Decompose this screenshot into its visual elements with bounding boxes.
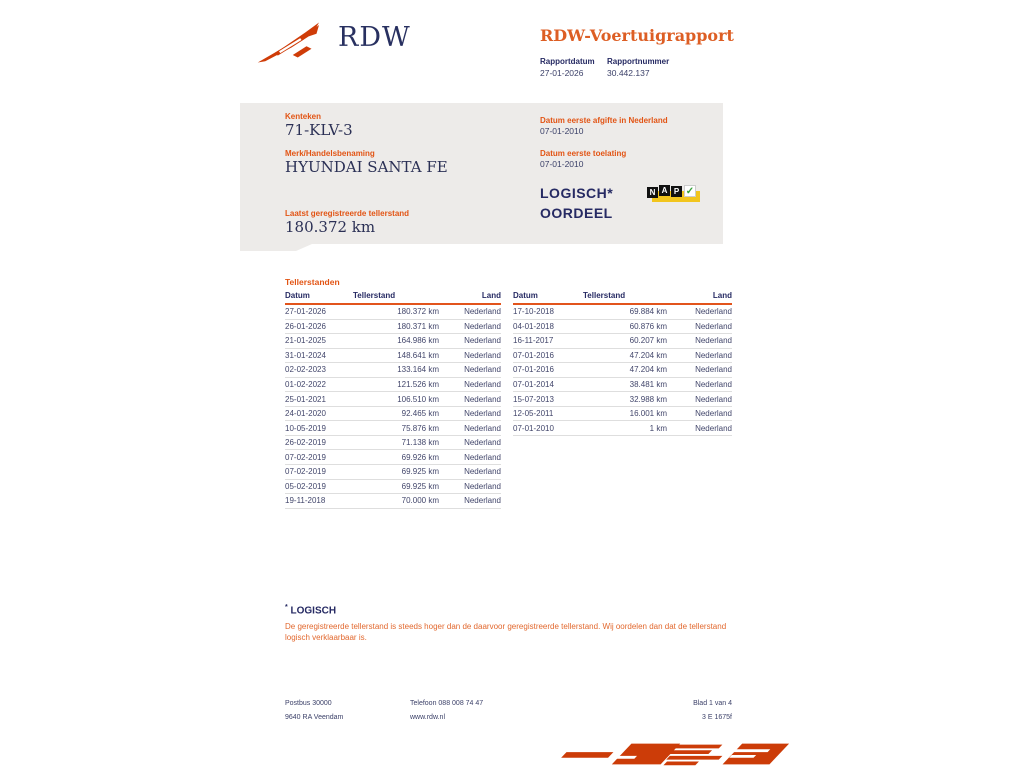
table-row [513, 378, 732, 393]
table-row [285, 305, 501, 320]
report-date-label: Rapportdatum [540, 57, 595, 66]
footer-form-code: 3 E 1675f [702, 714, 732, 721]
odometer-cell: 69.925 km [401, 467, 439, 477]
odometer-cell: 75.876 km [401, 423, 439, 433]
odometer-cell: 69.926 km [401, 452, 439, 462]
table-row [285, 494, 501, 509]
table-row [285, 421, 501, 436]
table-row [285, 363, 501, 378]
country-cell: Nederland [695, 394, 732, 404]
afgifte-value: 07-01-2010 [540, 126, 584, 136]
table-row [513, 407, 732, 422]
nap-check-icon: ✓ [685, 186, 695, 197]
table-body [285, 305, 501, 509]
table-row [513, 305, 732, 320]
date-cell: 26-01-2026 [285, 321, 326, 331]
oordeel-text [540, 183, 613, 223]
date-cell: 24-01-2020 [285, 409, 326, 419]
date-cell: 16-11-2017 [513, 336, 554, 346]
table-header [513, 291, 732, 305]
date-cell: 07-02-2019 [285, 467, 326, 477]
date-cell: 07-02-2019 [285, 452, 326, 462]
odometer-cell: 16.001 km [629, 409, 667, 419]
country-cell: Nederland [464, 452, 501, 462]
country-cell: Nederland [464, 481, 501, 491]
country-cell: Nederland [464, 307, 501, 317]
tellerstand-value: 180.372 km [285, 218, 376, 236]
odometer-cell: 133.164 km [397, 365, 439, 375]
footer-postbus: Postbus 30000 [285, 700, 332, 707]
toelating-label: Datum eerste toelating [540, 149, 627, 158]
note-heading-text: LOGISCH [290, 605, 337, 617]
country-cell: Nederland [695, 423, 732, 433]
date-cell: 17-10-2018 [513, 307, 554, 317]
country-cell: Nederland [695, 307, 732, 317]
footer-contact [410, 697, 483, 725]
report-date-value: 27-01-2026 [540, 68, 584, 78]
nap-letter-n: N [647, 187, 658, 198]
speed-stripes-graphic [548, 741, 792, 767]
odometer-cell: 106.510 km [397, 394, 439, 404]
odometer-cell: 148.641 km [397, 350, 439, 360]
date-cell: 07-01-2014 [513, 380, 554, 389]
footer-address [285, 697, 343, 725]
country-cell: Nederland [464, 438, 501, 448]
table-header [285, 291, 501, 305]
country-cell: Nederland [464, 365, 501, 375]
odometer-cell: 32.988 km [629, 394, 667, 404]
date-cell: 02-02-2023 [285, 365, 326, 375]
note-body: De geregistreerde tellerstand is steeds hoger dan de daarvoor geregistreerde tellerstand. Wij oordelen dan dat de tellerstand logisch verklaarbaar is. [285, 622, 727, 642]
toelating-value: 07-01-2010 [540, 159, 584, 169]
country-cell: Nederland [695, 409, 732, 419]
country-cell: Nederland [464, 321, 501, 331]
country-cell: Nederland [464, 423, 501, 433]
table-row [285, 349, 501, 364]
footer-phone: Telefoon 088 008 74 47 [410, 700, 484, 707]
date-cell: 25-01-2021 [285, 394, 326, 404]
table-row [513, 363, 732, 378]
date-cell: 27-01-2026 [285, 307, 326, 317]
country-cell: Nederland [695, 321, 732, 331]
oordeel-line1: LOGISCH* [540, 185, 614, 201]
nap-letter-a: A [659, 185, 670, 196]
table-row [285, 407, 501, 422]
merk-value: HYUNDAI SANTA FE [285, 158, 448, 176]
table-row [285, 320, 501, 335]
date-cell: 10-05-2019 [285, 423, 326, 433]
odometer-cell: 121.526 km [397, 380, 439, 389]
date-cell: 07-01-2010 [513, 423, 554, 433]
table-row [285, 436, 501, 451]
odometer-table-right [513, 291, 732, 436]
odometer-cell: 69.925 km [401, 481, 439, 491]
odometer-cell: 38.481 km [629, 380, 667, 389]
country-cell: Nederland [464, 496, 501, 506]
table-row [285, 334, 501, 349]
page-title: RDW-Voertuigrapport [540, 26, 734, 45]
panel-corner-tab [240, 244, 312, 251]
date-cell: 31-01-2024 [285, 350, 326, 360]
nap-letter-p: P [671, 186, 682, 197]
header-datum: Datum [513, 291, 538, 300]
note-heading [285, 604, 336, 616]
footer-city: 9640 RA Veendam [285, 714, 344, 721]
date-cell: 21-01-2025 [285, 336, 326, 346]
country-cell: Nederland [464, 380, 501, 389]
table-body [513, 305, 732, 436]
date-cell: 12-05-2011 [513, 409, 554, 419]
date-cell: 07-01-2016 [513, 350, 554, 360]
odometer-cell: 47.204 km [629, 350, 667, 360]
report-number-value: 30.442.137 [607, 68, 650, 78]
table-row [513, 334, 732, 349]
country-cell: Nederland [464, 409, 501, 419]
nap-logo [647, 185, 703, 205]
merk-label: Merk/Handelsbenaming [285, 149, 375, 158]
table-row [285, 480, 501, 495]
date-cell: 04-01-2018 [513, 321, 554, 331]
table-row [285, 450, 501, 465]
table-row [513, 421, 732, 436]
date-cell: 05-02-2019 [285, 481, 326, 491]
country-cell: Nederland [464, 350, 501, 360]
date-cell: 01-02-2022 [285, 380, 326, 389]
header-land: Land [712, 291, 732, 300]
odometer-table-left [285, 291, 501, 509]
odometer-cell: 180.372 km [397, 307, 439, 317]
table-row [513, 392, 732, 407]
country-cell: Nederland [464, 336, 501, 346]
country-cell: Nederland [695, 365, 732, 375]
date-cell: 07-01-2016 [513, 365, 554, 375]
footer-website-link[interactable]: www.rdw.nl [410, 714, 446, 721]
rdw-logotype: RDW [338, 22, 411, 53]
footer-page-number: Blad 1 van 4 [693, 700, 732, 707]
header-land: Land [481, 291, 501, 300]
header-datum: Datum [285, 291, 310, 300]
odometer-cell: 69.884 km [629, 307, 667, 317]
footer-page-info [693, 697, 732, 725]
note-asterisk: * [285, 604, 288, 611]
odometer-cell: 164.986 km [397, 336, 439, 346]
odometer-cell: 92.465 km [401, 409, 439, 419]
tellerstanden-title: Tellerstanden [285, 277, 340, 287]
odometer-cell: 47.204 km [629, 365, 667, 375]
country-cell: Nederland [695, 350, 732, 360]
table-row [285, 465, 501, 480]
odometer-cell: 60.876 km [629, 321, 667, 331]
table-row [513, 320, 732, 335]
rdw-wing-icon [256, 20, 332, 70]
afgifte-label: Datum eerste afgifte in Nederland [540, 116, 668, 125]
odometer-cell: 60.207 km [629, 336, 667, 346]
vehicle-summary-panel [240, 103, 723, 244]
date-cell: 26-02-2019 [285, 438, 326, 448]
table-row [285, 392, 501, 407]
country-cell: Nederland [695, 336, 732, 346]
country-cell: Nederland [464, 467, 501, 477]
report-number-label: Rapportnummer [607, 57, 670, 66]
country-cell: Nederland [695, 380, 732, 389]
odometer-cell: 180.371 km [397, 321, 439, 331]
country-cell: Nederland [464, 394, 501, 404]
tellerstand-label: Laatst geregistreerde tellerstand [285, 209, 410, 218]
date-cell: 19-11-2018 [285, 496, 326, 506]
oordeel-line2: OORDEEL [540, 205, 613, 221]
table-row [285, 378, 501, 393]
header-tellerstand: Tellerstand [583, 291, 626, 300]
kenteken-value: 71-KLV-3 [285, 121, 353, 139]
odometer-cell: 70.000 km [401, 496, 439, 506]
table-row [513, 349, 732, 364]
kenteken-label: Kenteken [285, 112, 322, 121]
header-tellerstand: Tellerstand [353, 291, 396, 300]
odometer-cell: 1 km [649, 423, 667, 433]
date-cell: 15-07-2013 [513, 394, 554, 404]
odometer-cell: 71.138 km [401, 438, 439, 448]
